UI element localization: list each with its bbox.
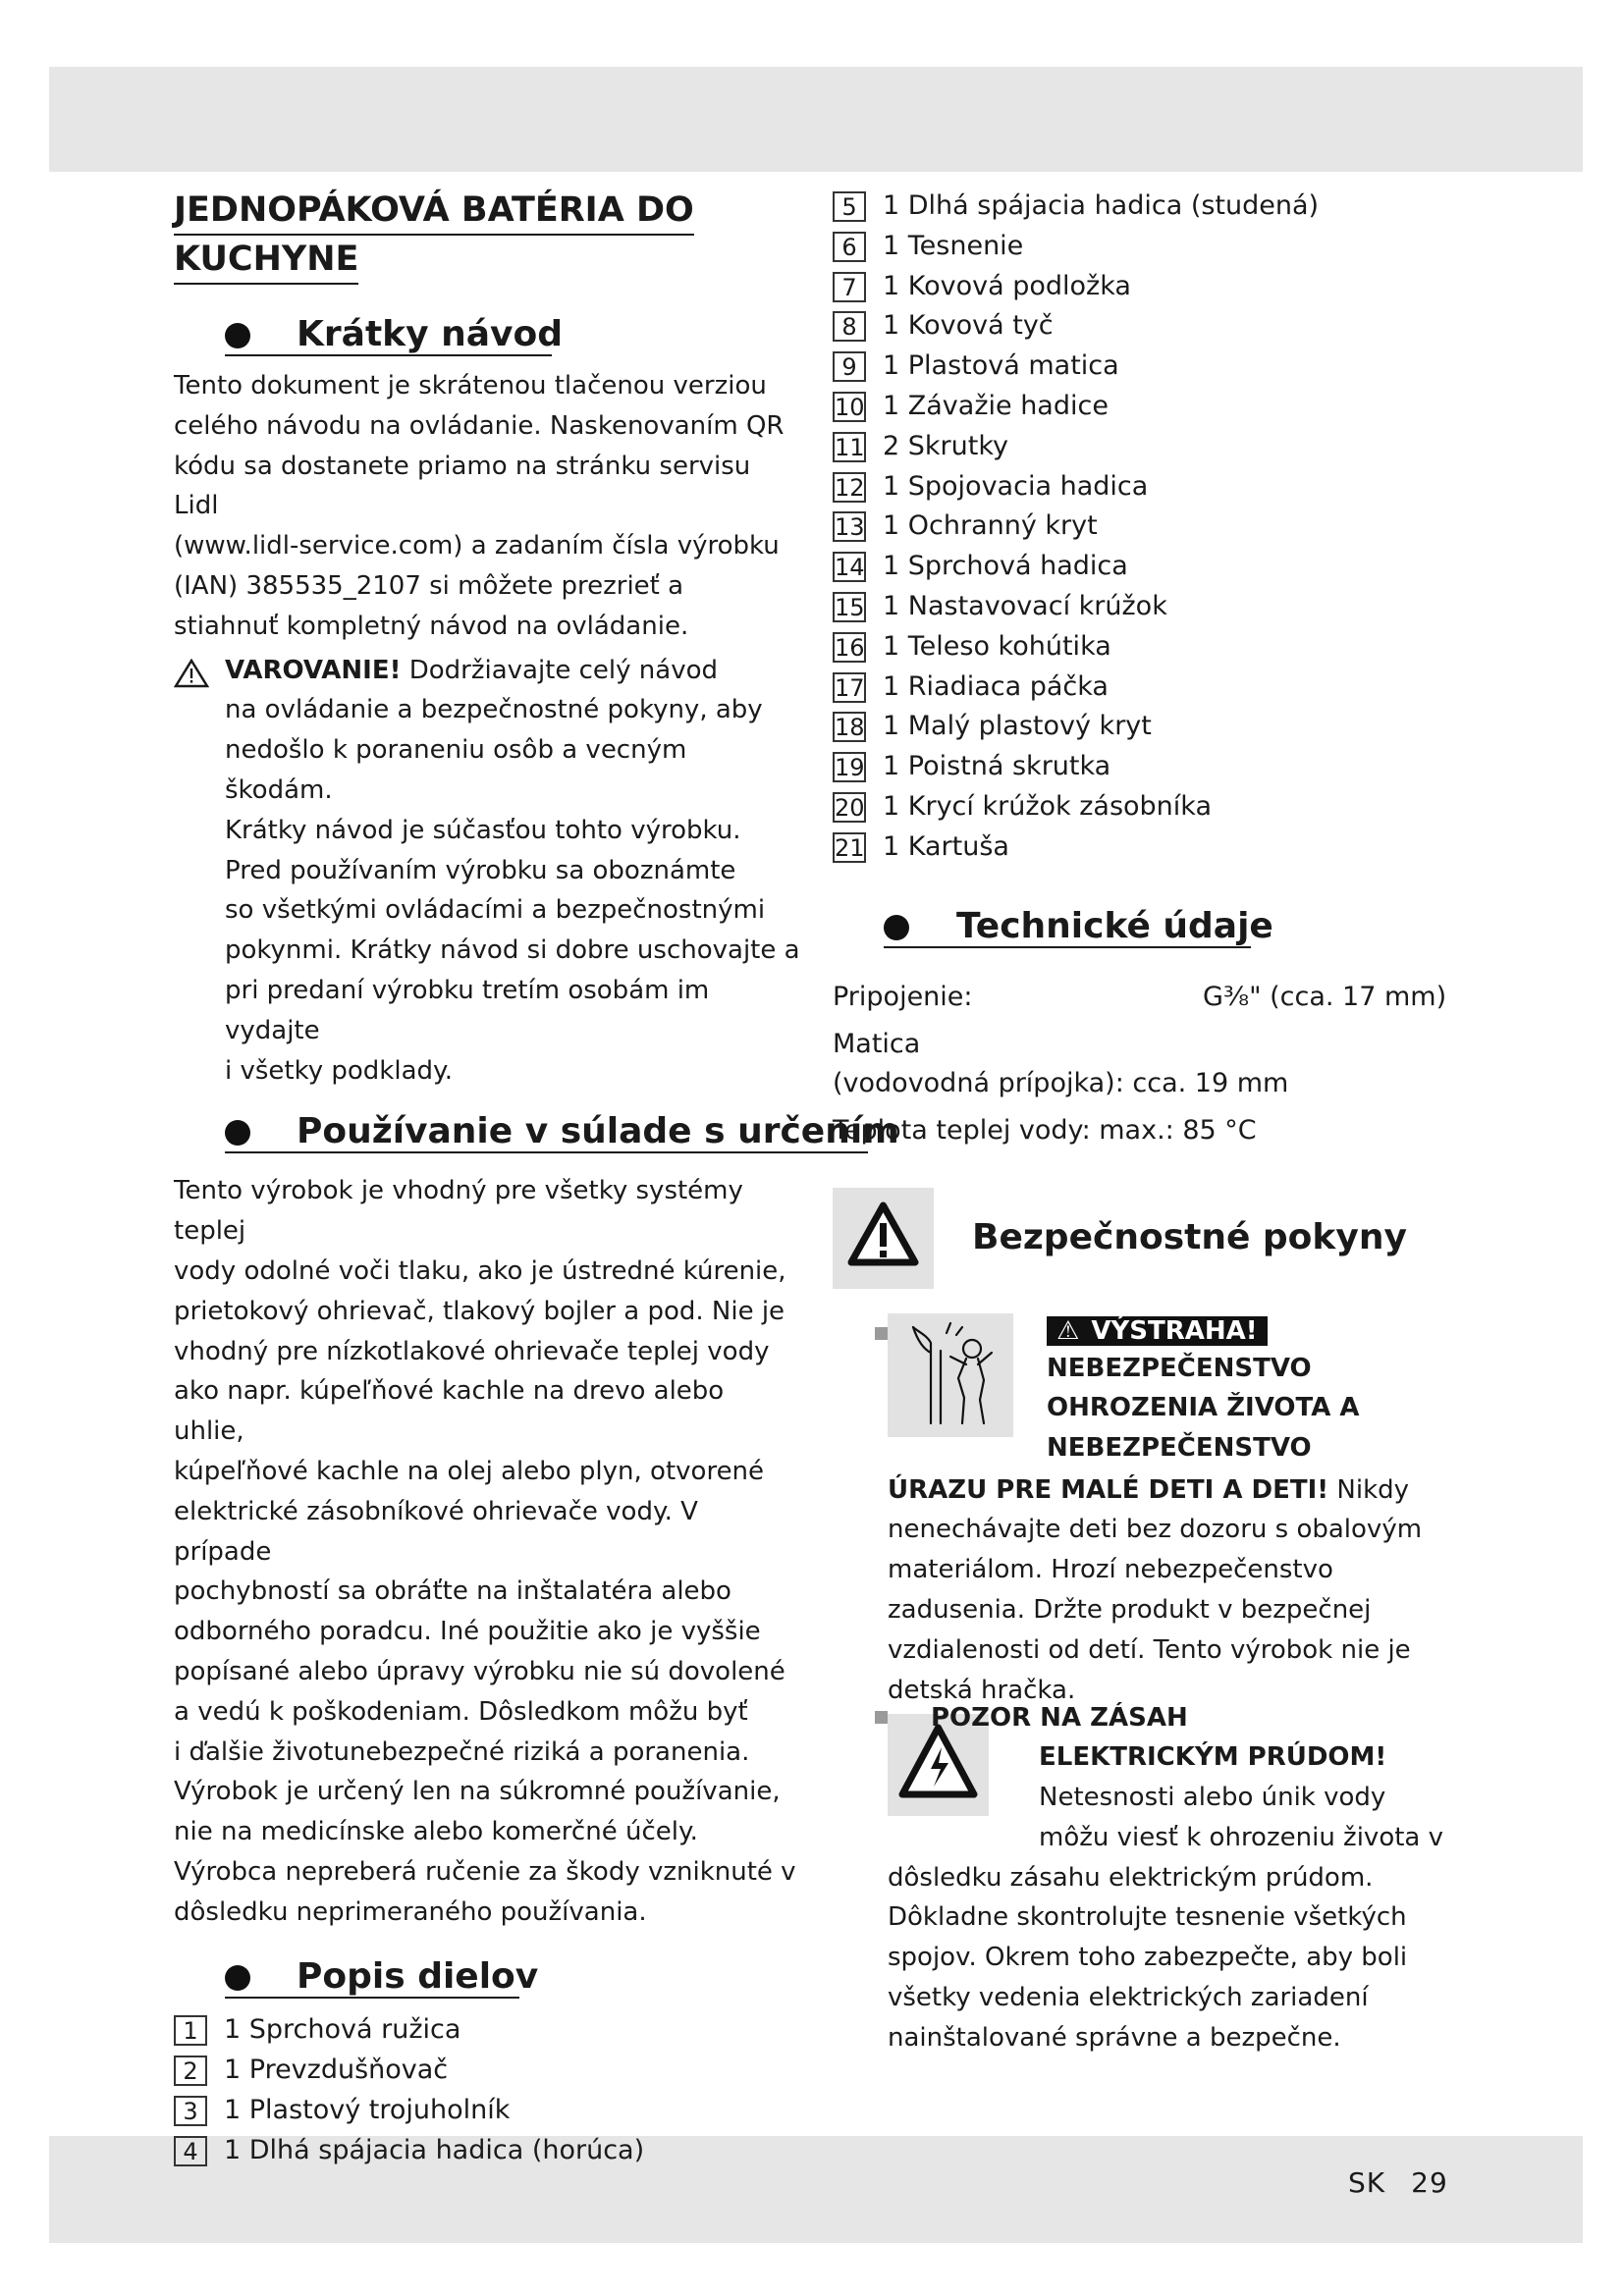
list-item xyxy=(833,627,1461,667)
part-name: 1 Malý plastový kryt xyxy=(883,711,1152,742)
text-line: Netesnosti alebo únik vody xyxy=(1039,1782,1386,1812)
bullet-icon xyxy=(225,323,250,348)
text-line: môžu viesť k ohrozeniu života v xyxy=(1039,1822,1444,1852)
text-line: elektrické zásobníkové ohrievače vody. V prípade xyxy=(174,1496,698,1567)
list-item xyxy=(833,387,1461,427)
safety-heading xyxy=(833,1188,1461,1292)
heading-text: Používanie v súlade s určením xyxy=(297,1111,899,1152)
child-hazard-head-line: NEBEZPEČENSTVO xyxy=(1047,1433,1312,1464)
part-name: 1 Teleso kohútika xyxy=(883,630,1111,662)
text-line: nainštalované správne a bezpečne. xyxy=(888,2022,1341,2053)
child-hazard-icon-box xyxy=(888,1313,1013,1437)
part-number: 21 xyxy=(835,833,865,862)
text-line: Výrobok je určený len na súkromné používanie, xyxy=(174,1777,781,1807)
bullet-icon xyxy=(225,1965,250,1991)
electric-hazard-head: ELEKTRICKÝM PRÚDOM! xyxy=(1039,1741,1387,1772)
text-line: všetky vedenia elektrických zariadení xyxy=(888,1982,1369,2012)
list-item xyxy=(833,828,1461,868)
list-item xyxy=(174,2051,802,2091)
text-line: popísané alebo úpravy výrobku nie sú dovolené xyxy=(174,1656,785,1686)
list-item xyxy=(833,306,1461,347)
title-line-2: KUCHYNE xyxy=(174,236,358,285)
part-name: 1 Tesnenie xyxy=(883,230,1024,261)
text-line: stiahnuť kompletný návod na ovládanie. xyxy=(174,611,689,641)
warning-line: Pred používaním výrobku sa oboznámte xyxy=(225,855,736,885)
part-name: 1 Kartuša xyxy=(883,830,1009,862)
section-heading-parts xyxy=(174,1955,802,2004)
warning-block xyxy=(174,651,802,1092)
electric-hazard-head-line-2 xyxy=(1039,1737,1386,1778)
child-hazard-block xyxy=(833,1313,1461,1706)
part-number: 1 xyxy=(174,2015,207,2046)
part-number: 3 xyxy=(174,2096,207,2126)
warning-line: pri predaní výrobku tretím osobám im vydajte xyxy=(225,975,710,1045)
part-name: 2 Skrutky xyxy=(883,430,1008,461)
parts-list-right xyxy=(833,187,1461,868)
part-number: 15 xyxy=(835,593,865,621)
part-number: 4 xyxy=(174,2136,207,2166)
text-line: dôsledku neprimeraného používania. xyxy=(174,1896,647,1927)
heading-rule xyxy=(225,354,552,356)
text-line: pochybností sa obráťte na inštalatéra alebo xyxy=(174,1576,731,1607)
part-name: 1 Krycí krúžok zásobníka xyxy=(883,790,1212,822)
heading-text: Popis dielov xyxy=(297,1956,539,1998)
list-item xyxy=(833,267,1461,307)
part-number: 10 xyxy=(835,393,865,421)
text-line: prietokový ohrievač, tlakový bojler a pod. Nie je xyxy=(174,1296,785,1326)
short-guide-text xyxy=(174,366,802,647)
text-line: nie na medicínske alebo komerčné účely. xyxy=(174,1817,698,1847)
part-number: 20 xyxy=(835,793,865,822)
spec-row-connection xyxy=(833,978,1461,1025)
text-line: Tento dokument je skrátenou tlačenou verziou xyxy=(174,371,767,400)
text-line: detská hračka. xyxy=(888,1675,1076,1705)
part-number: 2 xyxy=(174,2056,207,2086)
text-line: vhodný pre nízkotlakové ohrievače teplej vody xyxy=(174,1336,770,1366)
warning-line: i všetky podklady. xyxy=(225,1055,453,1086)
text-line: (IAN) 385535_2107 si môžete prezrieť a xyxy=(174,570,684,601)
part-number: 7 xyxy=(833,272,866,302)
warning-label: VAROVANIE! xyxy=(225,655,402,685)
text-line: Dôkladne skontrolujte tesnenie všetkých xyxy=(888,1902,1407,1933)
spec-row-nut-value: (vodovodná prípojka): cca. 19 mm xyxy=(833,1067,1289,1098)
text-line: celého návodu na ovládanie. Naskenovaním QR xyxy=(174,410,785,441)
spec-row-nut: Matica xyxy=(833,1028,921,1059)
part-number: 16 xyxy=(835,633,865,662)
spec-label: Pripojenie: xyxy=(833,981,973,1012)
part-number: 6 xyxy=(833,232,866,262)
warning-label-box xyxy=(1047,1316,1268,1346)
text-line: Výrobca nepreberá ručenie za škody vzniknuté v xyxy=(174,1856,796,1887)
section-heading-short-guide xyxy=(174,313,802,362)
square-bullet-icon xyxy=(875,1711,888,1724)
list-item xyxy=(833,547,1461,587)
part-number: 14 xyxy=(835,554,865,582)
part-name: 1 Ochranný kryt xyxy=(883,510,1098,542)
list-item xyxy=(833,667,1461,708)
text-line: vzdialenosti od detí. Tento výrobok nie je xyxy=(888,1634,1411,1665)
text-line: ako napr. kúpeľňové kachle na drevo alebo uhlie, xyxy=(174,1376,725,1447)
part-name: 1 Plastová matica xyxy=(883,350,1119,382)
warning-line: nedošlo k poraneniu osôb a vecným škodám. xyxy=(225,735,687,805)
spec-value: G⅜" (cca. 17 mm) xyxy=(1203,981,1447,1012)
electric-hazard-body xyxy=(888,1858,1457,2058)
warning-label-text: VÝSTRAHA! xyxy=(1091,1315,1258,1346)
electric-hazard-block xyxy=(833,1698,1461,2071)
part-number: 13 xyxy=(835,513,865,542)
text-line: vody odolné voči tlaku, ako je ústredné kúrenie, xyxy=(174,1255,786,1286)
child-hazard-heading xyxy=(1047,1313,1360,1468)
heading-rule xyxy=(884,946,1251,948)
part-name: 1 Dlhá spájacia hadica (horúca) xyxy=(224,2134,645,2165)
child-hazard-body xyxy=(888,1470,1457,1711)
warning-triangle-icon xyxy=(174,659,209,688)
technical-data xyxy=(833,978,1461,1150)
text-line: (www.lidl-service.com) a zadaním čísla výrobku xyxy=(174,531,780,561)
list-item xyxy=(833,467,1461,507)
safety-heading-text: Bezpečnostné pokyny xyxy=(972,1216,1407,1257)
header-band xyxy=(49,67,1583,172)
text-line: Tento výrobok je vhodný pre všetky systémy teplej xyxy=(174,1176,743,1247)
text-line: kúpeľňové kachle na olej alebo plyn, otvorené xyxy=(174,1456,765,1486)
heading-text: Krátky návod xyxy=(297,314,563,354)
child-hazard-after: Nikdy xyxy=(1328,1474,1410,1505)
part-name: 1 Poistná skrutka xyxy=(883,751,1111,782)
square-bullet-icon xyxy=(875,1327,888,1340)
heading-rule xyxy=(225,1151,868,1153)
part-number: 17 xyxy=(835,673,865,702)
part-name: 1 Riadiaca páčka xyxy=(883,670,1109,702)
warning-line: so všetkými ovládacími a bezpečnostnými xyxy=(225,895,766,926)
child-packaging-icon xyxy=(888,1313,1013,1437)
spec-row-temperature: Teplota teplej vody: max.: 85 °C xyxy=(833,1114,1257,1146)
part-number: 8 xyxy=(833,311,866,342)
part-number: 9 xyxy=(833,351,866,382)
text-line: kódu sa dostanete priamo na stránku servisu Lidl xyxy=(174,451,751,521)
label-row xyxy=(1047,1313,1360,1349)
warning-line: na ovládanie a bezpečnostné pokyny, aby xyxy=(225,695,763,725)
document-title xyxy=(174,187,802,285)
warning-line: pokynmi. Krátky návod si dobre uschovajte a xyxy=(225,935,800,966)
text-line: a vedú k poškodeniam. Dôsledkom môžu byť xyxy=(174,1696,748,1727)
language-code: SK xyxy=(1348,2166,1386,2199)
parts-list-left xyxy=(174,2010,802,2170)
child-hazard-head-line: OHROZENIA ŽIVOTA A xyxy=(1047,1393,1360,1423)
intended-use-text xyxy=(174,1171,802,1932)
part-name: 1 Kovová podložka xyxy=(883,270,1131,301)
list-item xyxy=(833,507,1461,547)
electric-hazard-head-line-1 xyxy=(931,1698,1188,1738)
list-item xyxy=(833,707,1461,747)
bullet-icon xyxy=(225,1120,250,1146)
part-number: 5 xyxy=(833,191,866,222)
warning-sign-icon: ⚠ xyxy=(1056,1315,1080,1346)
heading-text: Technické údaje xyxy=(956,905,1273,946)
warning-first-line: Dodržiavajte celý návod xyxy=(401,655,718,685)
page-number-value: 29 xyxy=(1411,2166,1448,2199)
text-line: spojov. Okrem toho zabezpečte, aby boli xyxy=(888,1943,1408,1973)
title-line-1: JEDNOPÁKOVÁ BATÉRIA DO xyxy=(174,187,694,236)
text-line: odborného poradcu. Iné použitie ako je vyššie xyxy=(174,1617,761,1647)
warning-triangle-icon xyxy=(833,1188,934,1289)
text-line: i ďalšie životunebezpečné riziká a poranenia. xyxy=(174,1736,750,1767)
child-hazard-bold: ÚRAZU PRE MALÉ DETI A DETI! xyxy=(888,1474,1329,1505)
list-item xyxy=(833,587,1461,627)
part-number: 11 xyxy=(835,433,865,461)
part-name: 1 Prevzdušňovač xyxy=(224,2055,449,2086)
part-name: 1 Nastavovací krúžok xyxy=(883,590,1167,621)
list-item xyxy=(833,787,1461,828)
part-name: 1 Sprchová ružica xyxy=(224,2014,461,2046)
section-heading-intended-use xyxy=(174,1110,899,1159)
part-name: 1 Závažie hadice xyxy=(883,390,1109,421)
heading-rule xyxy=(225,1997,519,1999)
safety-icon-box xyxy=(833,1188,934,1289)
right-column xyxy=(833,187,1461,2071)
list-item xyxy=(833,187,1461,227)
part-name: 1 Spojovacia hadica xyxy=(883,470,1149,502)
part-name: 1 Kovová tyč xyxy=(883,310,1054,342)
page-number xyxy=(1348,2166,1448,2199)
text-line: materiálom. Hrozí nebezpečenstvo xyxy=(888,1555,1333,1585)
part-name: 1 Sprchová hadica xyxy=(883,551,1128,582)
part-number: 12 xyxy=(835,473,865,502)
text-line: nenechávajte deti bez dozoru s obalovým xyxy=(888,1515,1423,1545)
section-heading-technical-data xyxy=(833,905,1461,954)
text-line: dôsledku zásahu elektrickým prúdom. xyxy=(888,1862,1374,1893)
list-item xyxy=(833,347,1461,387)
list-item xyxy=(833,227,1461,267)
list-item xyxy=(833,747,1461,787)
text-line: zadusenia. Držte produkt v bezpečnej xyxy=(888,1594,1372,1625)
list-item xyxy=(833,427,1461,467)
bullet-icon xyxy=(884,915,909,940)
child-hazard-head-line: NEBEZPEČENSTVO xyxy=(1047,1353,1312,1383)
electric-hazard-head: POZOR NA ZÁSAH xyxy=(931,1702,1188,1733)
part-name: 1 Dlhá spájacia hadica (studená) xyxy=(883,190,1320,221)
list-item xyxy=(174,2010,802,2051)
child-hazard-first-line xyxy=(888,1470,1457,1511)
part-number: 19 xyxy=(835,754,865,782)
list-item xyxy=(174,2091,802,2131)
part-name: 1 Plastový trojuholník xyxy=(224,2095,511,2126)
list-item xyxy=(174,2131,802,2171)
warning-line: Krátky návod je súčasťou tohto výrobku. xyxy=(225,815,741,845)
part-number: 18 xyxy=(835,714,865,742)
